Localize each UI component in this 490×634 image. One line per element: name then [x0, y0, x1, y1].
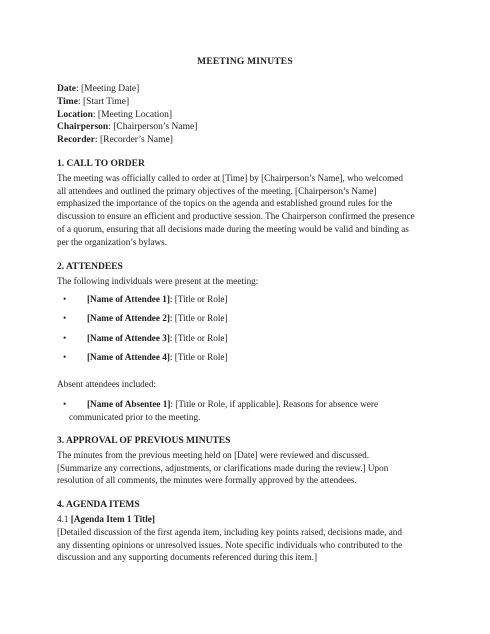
attendee-role: : [Title or Role]: [169, 333, 228, 343]
attendee-name: [Name of Attendee 3]: [87, 333, 170, 343]
text-line: The minutes from the previous meeting held on [Date] were reviewed and discussed.: [57, 450, 370, 460]
meta-location: [57, 109, 197, 122]
approval-paragraph: [57, 449, 432, 487]
meta-time: [57, 96, 197, 109]
text-line: [Summarize any corrections, adjustments, or clarifications made during the review.] Upon: [57, 462, 389, 473]
attendee-role: : [Title or Role]: [169, 313, 228, 323]
absentee-detail-continued: communicated prior to the meeting.: [69, 411, 201, 422]
section-heading-call-to-order: 1. CALL TO ORDER: [57, 159, 145, 169]
attendee-role: : [Title or Role]: [169, 352, 228, 362]
meta-label: Chairperson: [57, 122, 109, 133]
meta-label: Date: [57, 84, 76, 94]
meta-recorder: [57, 134, 197, 147]
text-line: [Detailed discussion of the first agenda item, including key points raised, decisions made, and: [57, 527, 402, 537]
text-line: emphasized the importance of the topics on the agenda and established ground rules for the: [57, 198, 393, 209]
text-line: of a quorum, ensuring that all decisions made during the meeting would be valid and binding as: [57, 223, 409, 234]
agenda-item-heading: [57, 513, 432, 526]
meeting-details: [57, 83, 197, 147]
meta-label: Location: [57, 109, 93, 120]
meta-value: : [Start Time]: [77, 96, 130, 107]
meta-chairperson: [57, 121, 197, 134]
section-heading-attendees: 2. ATTENDEES: [57, 262, 123, 272]
text-line: The meeting was officially called to order at [Time] by [Chairperson’s Name], who welcomed: [57, 173, 403, 183]
absent-intro: Absent attendees included:: [57, 379, 156, 389]
attendee-name: [Name of Attendee 4]: [87, 352, 170, 362]
bullet-icon: •: [63, 352, 67, 362]
text-line: discussion and any supporting documents referenced during this item.]: [57, 552, 317, 563]
absentee-detail: : [Title or Role, if applicable]. Reasons for absence were: [170, 399, 379, 409]
absentee-item: [63, 398, 432, 423]
agenda-item-title: [Agenda Item 1 Title]: [70, 514, 155, 524]
text-line: discussion to ensure an efficient and productive session. The Chairperson confirmed the presence: [57, 211, 415, 222]
agenda-item-paragraph: [57, 526, 432, 564]
meta-date: [57, 83, 197, 96]
attendee-role: : [Title or Role]: [169, 294, 228, 304]
text-line: any dissenting opinions or unresolved issues. Note specific individuals who contributed to the: [57, 539, 403, 550]
bullet-icon: •: [63, 399, 67, 409]
text-line: all attendees and outlined the primary objectives of the meeting. [Chairperson’s Name]: [57, 185, 377, 196]
meta-value: : [Recorder’s Name]: [94, 135, 173, 146]
attendee-name: [Name of Attendee 1]: [87, 294, 170, 304]
document-title: MEETING MINUTES: [197, 57, 293, 67]
meta-label: Recorder: [57, 135, 95, 146]
meta-label: Time: [57, 96, 78, 107]
text-line: resolution of all comments, the minutes were formally approved by the attendees.: [57, 475, 357, 486]
absentee-name: [Name of Absentee 1]: [87, 399, 171, 409]
bullet-icon: •: [63, 333, 67, 343]
meta-value: : [Meeting Location]: [92, 109, 173, 120]
bullet-icon: •: [63, 294, 67, 304]
call-to-order-paragraph: [57, 172, 432, 248]
section-heading-approval: 3. APPROVAL OF PREVIOUS MINUTES: [57, 436, 231, 446]
attendees-intro: The following individuals were present at the meeting:: [57, 276, 259, 286]
section-heading-agenda: 4. AGENDA ITEMS: [57, 500, 140, 510]
meta-value: : [Chairperson’s Name]: [108, 122, 198, 133]
agenda-item-number: 4.1: [57, 514, 71, 524]
meta-value: : [Meeting Date]: [76, 84, 140, 94]
text-line: per the organization’s bylaws.: [57, 236, 168, 247]
bullet-icon: •: [63, 313, 67, 323]
attendee-name: [Name of Attendee 2]: [87, 313, 170, 323]
